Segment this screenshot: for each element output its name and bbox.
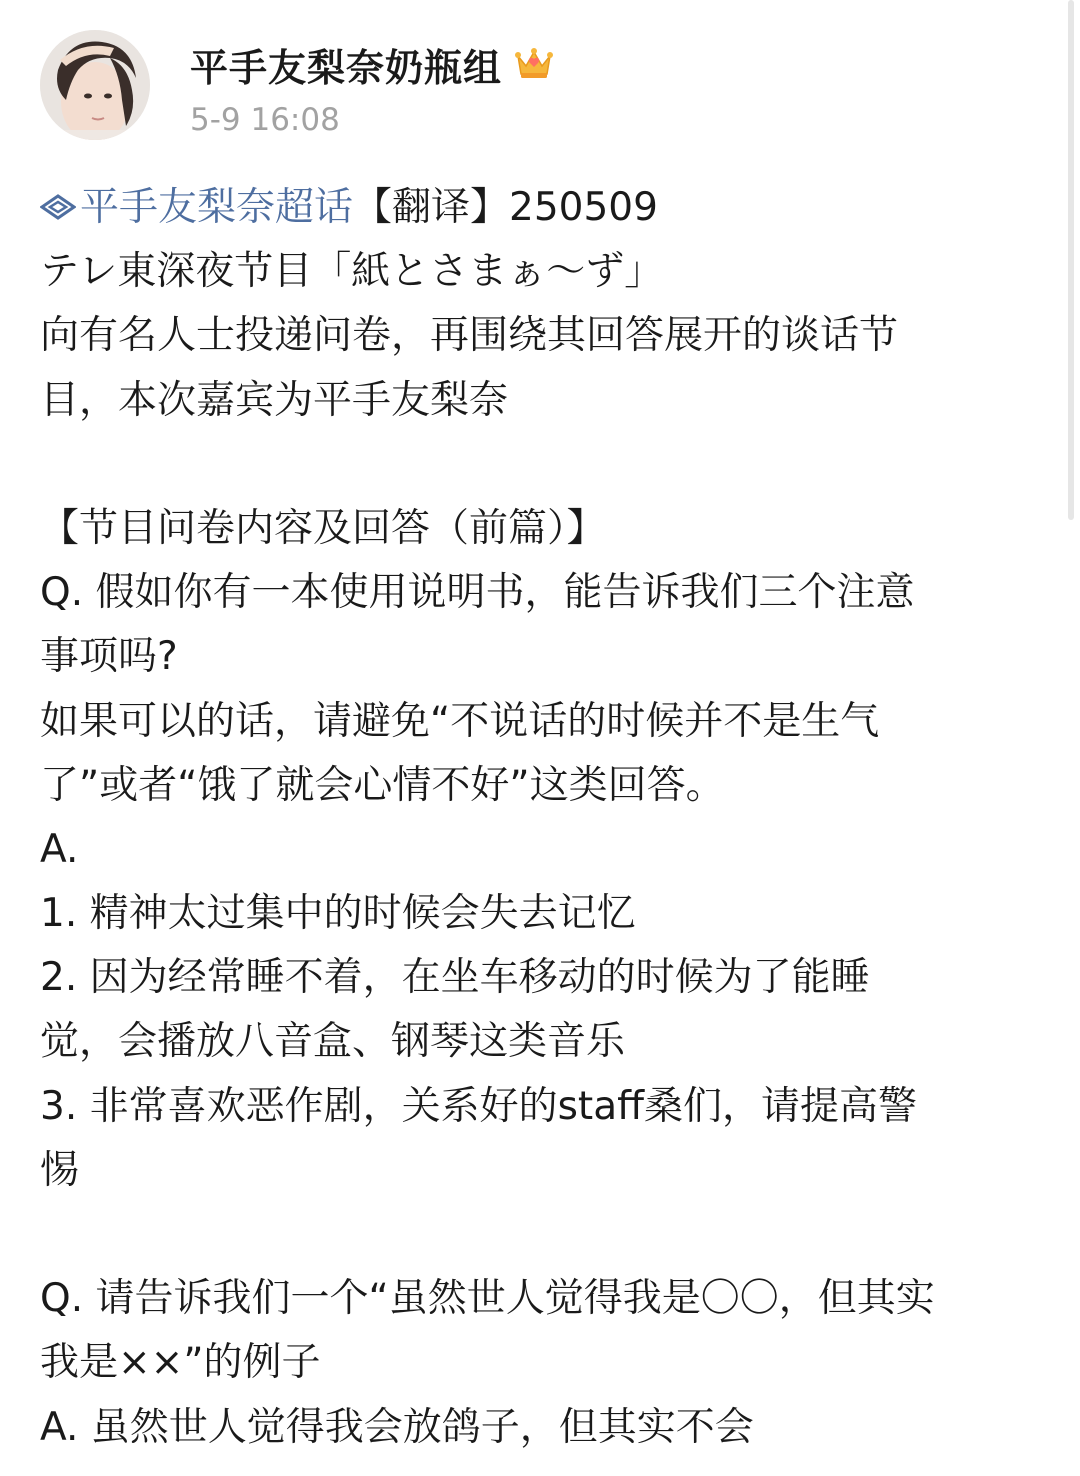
blank-line (40, 1203, 1050, 1267)
post-line-20: A. 虽然世人觉得我会放鸽子，但其实不会 (40, 1404, 754, 1450)
topic-label: 平手友梨奈超话 (80, 185, 354, 230)
post-line-16: 惕 (40, 1147, 80, 1193)
post-timestamp: 5-9 16:08 (190, 102, 340, 138)
post-line-4: 目，本次嘉宾为平手友梨奈 (40, 377, 509, 423)
post-line-14: 觉，会播放八音盒、钢琴这类音乐 (40, 1019, 626, 1065)
post-line-7: Q. 假如你有一本使用说明书，能告诉我们三个注意 (40, 570, 915, 616)
line-text: 【翻译】250509 (353, 185, 658, 230)
post-line-13: 2. 因为经常睡不着，在坐车移动的时候为了能睡 (40, 955, 870, 1001)
author-avatar[interactable] (40, 30, 150, 140)
post-line-18: Q. 请告诉我们一个“虽然世人觉得我是〇〇，但其实 (40, 1276, 935, 1322)
scrollbar[interactable] (1068, 0, 1074, 520)
post-line-15: 3. 非常喜欢恶作剧，关系好的staff桑们，请提高警 (40, 1083, 917, 1129)
post-body (40, 176, 1050, 1460)
post-line-12: 1. 精神太过集中的时候会失去记忆 (40, 891, 636, 937)
author-name[interactable]: 平手友梨奈奶瓶组 (190, 45, 503, 90)
post-line-11: A. (40, 826, 79, 872)
post-line-2: テレ東深夜节目「紙とさまぁ～ず」 (40, 249, 664, 295)
post-line-19: 我是××”的例子 (40, 1340, 321, 1386)
post-line-3: 向有名人士投递问卷，再围绕其回答展开的谈话节 (40, 313, 899, 359)
author-meta (190, 30, 554, 138)
author-name-row (190, 38, 554, 90)
topic-diamond-icon (40, 192, 76, 222)
crown-icon[interactable] (514, 46, 554, 82)
post-line-1 (40, 176, 1050, 240)
blank-line (40, 433, 1050, 497)
post-line-9: 如果可以的话，请避免“不说话的时候并不是生气 (40, 698, 880, 744)
post-line-6: 【节目问卷内容及回答（前篇）】 (40, 505, 606, 551)
post-header (40, 30, 554, 142)
avatar-image (40, 30, 150, 140)
topic-link[interactable] (40, 185, 353, 230)
post-line-8: 事项吗? (40, 634, 178, 680)
post-line-10: 了”或者“饿了就会心情不好”这类回答。 (40, 762, 725, 808)
